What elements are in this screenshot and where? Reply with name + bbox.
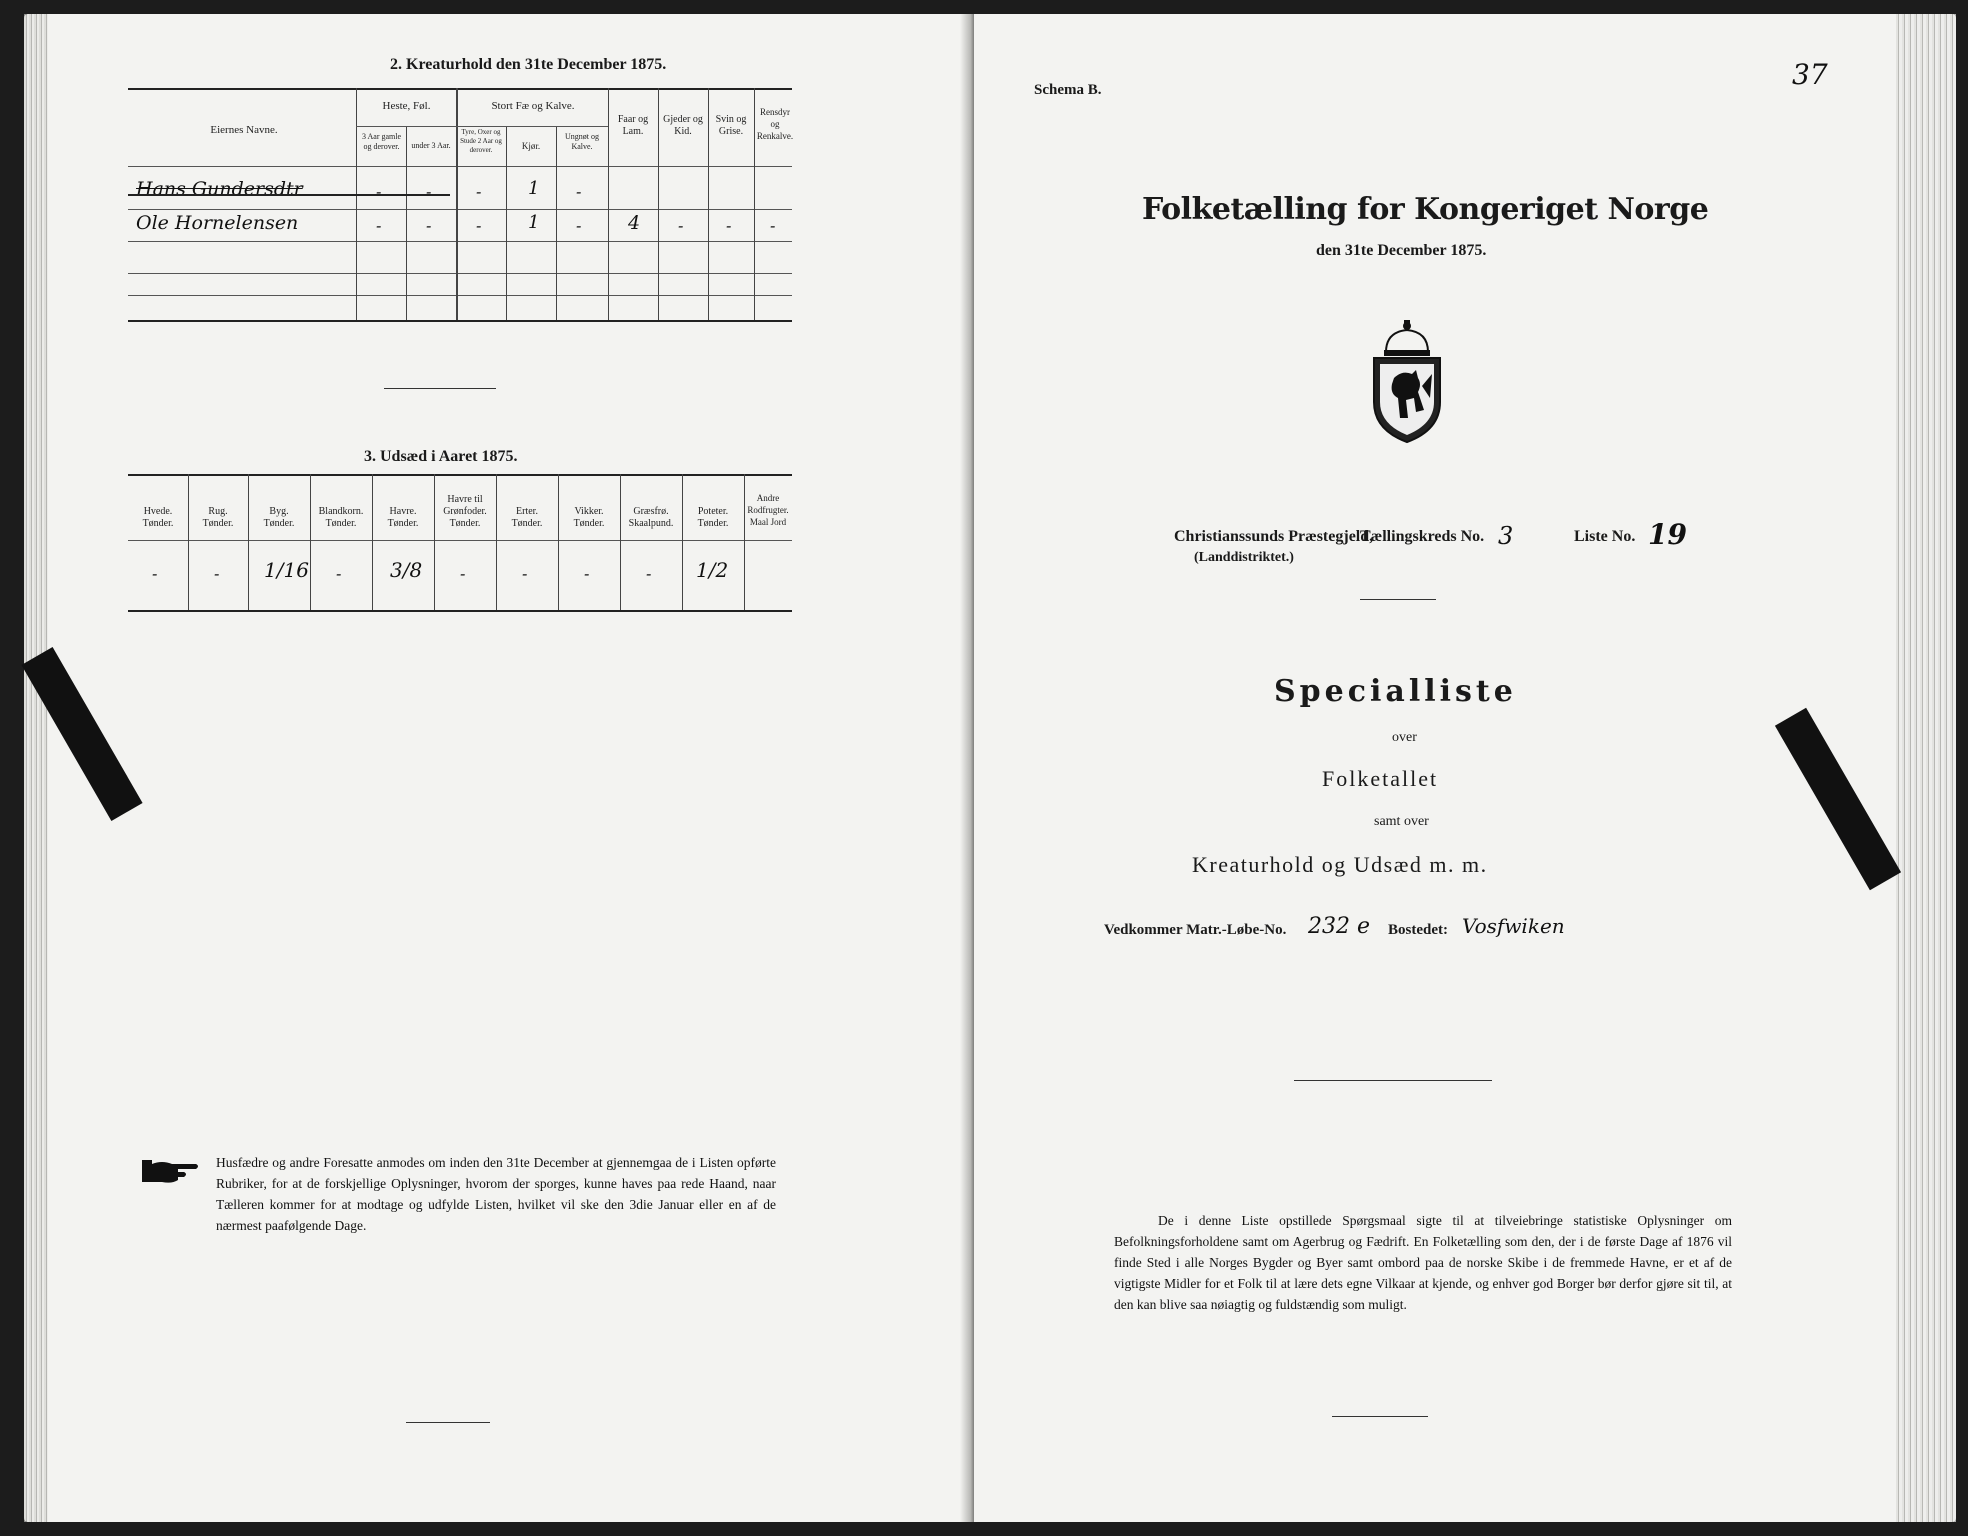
header-graesfro: Græsfrø. Skaalpund. <box>628 506 674 529</box>
owner-name: Ole Hornelensen <box>136 212 299 234</box>
footer-text: De i denne Liste opstillede Spørgsmaal sigte til at tilveiebringe statistiske Oplysninger om Befolkningsforholdene samt om Agerbrug og Fædrift. En Folketælling som den, der i de første Dage af 1876 vil finde Sted i alle Norges Bygder og Byer samt ombord paa de norske Skibe i de fremmede Havne, er et af de vigtigste Midler for et Folk til at lære dets egne Vilkaar at kjende, og enhver god Borger bør derfor gjøre sit til, at den kan blive saa nøiagtig og fuldstændig som muligt. <box>1114 1213 1732 1312</box>
table3-bottom-rule <box>128 610 792 612</box>
right-page <box>974 14 1956 1522</box>
header-cattle-cows: Kjør. <box>521 141 541 151</box>
page-number: 37 <box>1792 58 1828 91</box>
schema-label: Schema B. <box>1034 82 1102 98</box>
header-blandkorn: Blandkorn. Tønder. <box>318 506 364 529</box>
bosted-value: Vosfwiken <box>1462 914 1565 938</box>
owner-name: Hans Gundersdtr <box>136 178 303 200</box>
table2-header-rule <box>128 166 792 167</box>
header-andre-rodfrugter: Andre Rodfrugter. Maal Jord <box>747 493 789 527</box>
page-edge-right <box>1896 14 1956 1522</box>
header-reindeer: Rensdyr og Renkalve. <box>756 107 794 141</box>
header-vikker: Vikker. Tønder. <box>573 506 605 529</box>
bosted-label: Bostedet: <box>1388 922 1448 938</box>
special-title: Specialliste <box>1274 674 1517 709</box>
header-horses: Heste, Føl. <box>382 100 431 112</box>
header-erter: Erter. Tønder. <box>511 506 543 529</box>
header-horses-3plus: 3 Aar gamle og derover. <box>361 132 402 151</box>
table2-top-rule <box>128 88 792 90</box>
header-poteter: Poteter. Tønder. <box>697 506 729 529</box>
header-cattle-young: Ungnøt og Kalve. <box>565 132 599 151</box>
over-text: over <box>1392 730 1417 745</box>
pointing-hand-icon <box>142 1156 200 1186</box>
folketallet-text: Folketallet <box>1322 766 1439 791</box>
header-cattle: Stort Fæ og Kalve. <box>491 100 575 112</box>
divider <box>406 1422 490 1423</box>
parish-name: Christianssunds Præstegjeld, <box>1174 528 1374 545</box>
main-title: Folketælling for Kongeriget Norge <box>1142 192 1709 227</box>
header-pigs: Svin og Grise. <box>715 114 747 137</box>
header-rug: Rug. Tønder. <box>202 506 234 529</box>
section3-title: 3. Udsæd i Aaret 1875. <box>364 448 518 465</box>
matr-value: 232 e <box>1308 914 1371 939</box>
header-cattle-bulls: Tyre, Oxer og Stude 2 Aar og derover. <box>460 128 502 154</box>
parish-sub: (Landdistriktet.) <box>1194 550 1294 565</box>
divider <box>1294 1080 1492 1081</box>
district-value: 3 <box>1498 522 1514 550</box>
header-hvede: Hvede. Tønder. <box>142 506 174 529</box>
header-havre: Havre. Tønder. <box>387 506 419 529</box>
header-byg: Byg. Tønder. <box>263 506 295 529</box>
header-goats: Gjeder og Kid. <box>663 114 703 137</box>
table3-top-rule <box>128 474 792 476</box>
index-tab-right <box>1775 708 1901 891</box>
date-line: den 31te December 1875. <box>1316 242 1487 259</box>
table2-bottom-rule <box>128 320 792 322</box>
district-label: Tællingskreds No. <box>1360 528 1485 545</box>
matr-label: Vedkommer Matr.-Løbe-No. <box>1104 922 1287 938</box>
header-havre-gronfoder: Havre til Grønfoder. Tønder. <box>443 494 487 529</box>
header-owner: Eiernes Navne. <box>210 124 278 136</box>
coat-of-arms-icon <box>1366 318 1448 446</box>
list-label: Liste No. <box>1574 528 1636 545</box>
section2-title: 2. Kreaturhold den 31te December 1875. <box>390 56 667 73</box>
header-sheep: Faar og Lam. <box>617 114 649 137</box>
kreaturhold-text: Kreaturhold og Udsæd m. m. <box>1192 852 1488 877</box>
divider <box>384 388 496 389</box>
list-value: 19 <box>1648 518 1687 551</box>
header-horses-under3: under 3 Aar. <box>411 141 451 150</box>
divider <box>1332 1416 1428 1417</box>
page-edge-left <box>24 14 48 1522</box>
strike-line <box>128 194 450 196</box>
divider <box>1360 599 1436 600</box>
notice-text: Husfædre og andre Foresatte anmodes om inden den 31te December at gjennemgaa de i Listen opførte Rubriker, for at de forskjellige Oplysninger, hvorom der sporges, kunne haves paa rede Haand, naar Tælleren kommer for at modtage og udfylde Listen, hvilket vil ske den 3die Januar eller en af de nærmest paafølgende Dage. <box>216 1155 776 1233</box>
left-page: 2. Kreaturhold den 31te December 1875. Eiernes Navne. Heste, Føl. 3 Aar gamle og derover. under 3 Aar. Stort Fæ og Kalve. Tyre, Oxer og Stude 2 Aar og derover. Kjør. Ungnøt og Kalve. Faar og Lam. Gjeder og Kid. Svin og Grise. Rensdyr og Renkalve. Hans Gundersdtr - - - 1 - Ole Hornelensen - - - 1 - 4 - - - 3. Udsæd i Aaret 1875. Hvede. Tønder. Rug. Tønder. Byg. Tønder. Blandkorn. Tønder. Havre. Tønder. Havre til Grønfoder. Tønder. Erter. Tønder. Vikker. Tønder. Græsfrø. Skaalpund. Poteter. Tønder. Andre Rodfrugter. Maal Jord - - 1/16 - 3/8 - - - - 1/2 Husfædre og andre Foresatte anmodes om inden den 31te December at gjennemgaa de i Listen opførte Rubriker, for at de forskjellige Oplysninger, hvorom der sporges, kunne haves paa rede Haand, naar Tælleren kommer for at modtage og udfylde Listen, hvilket vil ske den 3die Januar eller en af de nærmest paafølgende Dage. <box>24 14 974 1522</box>
samt-over-text: samt over <box>1374 814 1429 829</box>
